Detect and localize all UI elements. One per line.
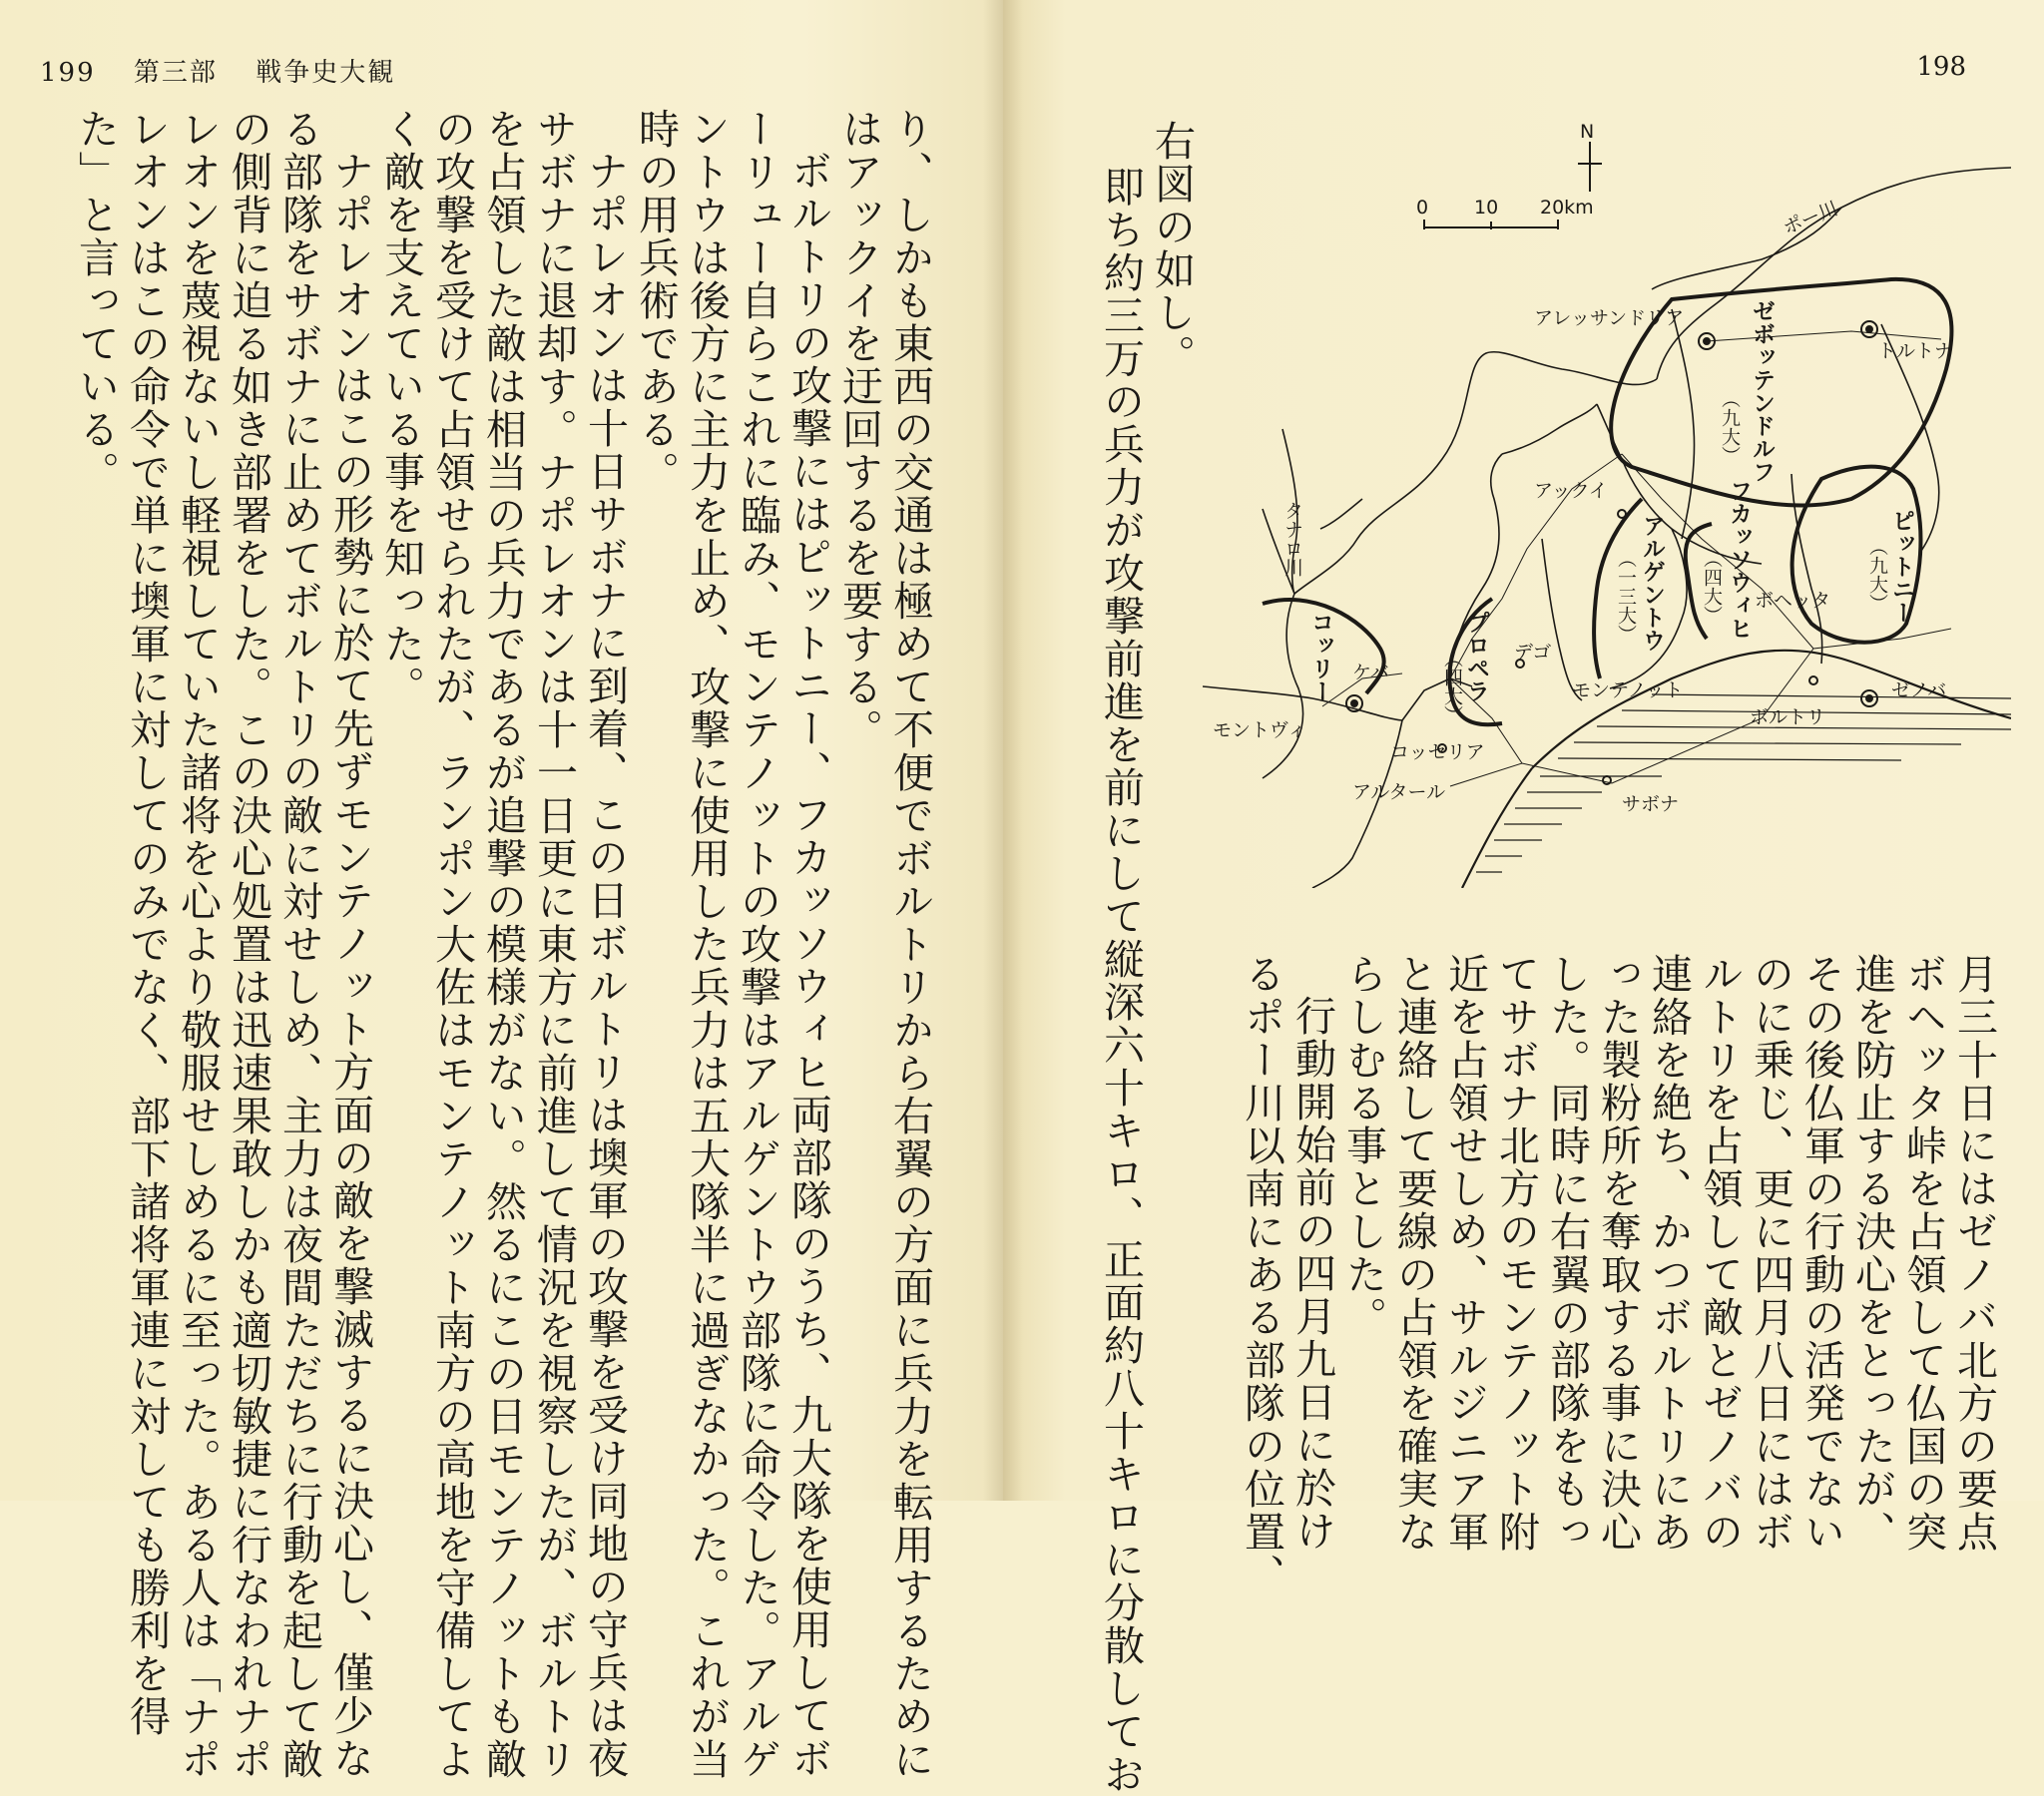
text-line: ントウは後方に主力を止め、攻撃に使用した兵力は五大隊半に過ぎなかった。これが当 [683,108,731,1781]
unit-sebottendorf: ゼボッテンドルフ [1749,299,1775,483]
text-line: を占領した敵は相当の兵力であるが追撃の模様がない。然るにこの日モンテノットも敵 [479,108,527,1781]
text-line: た」と言っている。 [72,108,120,494]
text-line: らしむる事とした。 [1339,953,1387,1339]
unit-sebottendorf-strength: （九大） [1719,389,1741,465]
book-gutter [983,0,1023,1501]
text-line: 即ち約三万の兵力が攻撃前進を前にして縦深六十キロ、正面約八十キロに分散してお [1097,166,1145,1796]
text-line: した。同時に右翼の部隊をもっ [1543,953,1591,1554]
unit-vukassovich-strength: （四大） [1701,549,1723,625]
text-line: ナポレオンはこの形勢に於て先ずモンテノット方面の敵を撃滅するに決心し、僅少な [326,150,374,1780]
unit-provera: プロペラ [1463,611,1489,702]
place-voltri: ボルトリ [1750,706,1826,728]
road-lines [1322,331,1954,786]
unit-provera-strength: （四大） [1441,649,1463,724]
scale-bar [1424,220,1558,229]
campaign-map [1203,120,2011,888]
unit-argenteau: アルゲントウ [1639,514,1665,652]
place-ceva: ケバ [1352,662,1389,683]
text-line: ーリュー自らこれに臨み、モンテノットの攻撃はアルゲントウ部隊に命令した。アルゲ [734,108,781,1781]
text-line: ナポレオンは十日サボナに到着、この日ボルトリは墺軍の攻撃を受け同地の守兵は夜 [581,150,629,1780]
chapter-title: 戦争史大観 [256,58,396,88]
unit-pittoni-strength: （九大） [1866,537,1888,613]
place-bocchetta: ボヘッタ [1755,590,1831,612]
place-savona: サボナ [1622,793,1680,815]
text-line: その後仏軍の行動の活発でない [1797,953,1845,1554]
scale-label-20: 20km [1540,197,1594,219]
map-svg [1203,120,2011,888]
text-line: 連絡を絶ち、かつボルトリにあ [1645,953,1693,1554]
text-line: てサボナ北方のモンテノット附 [1492,953,1540,1554]
place-montenotte: モンテノット [1572,679,1684,701]
scale-label-0: 0 [1416,197,1429,219]
page-number-right: 198 [1916,52,1966,82]
part-label: 第三部 [133,58,218,88]
text-line: った製粉所を奪取する事に決心 [1594,953,1642,1554]
place-alessandria: アレッサンドリア [1534,307,1685,329]
place-mondovi: モントヴィ [1213,719,1306,741]
text-line: の攻撃を受けて占領せられたが、ランポン大佐はモンテノット南方の高地を守備してよ [428,108,476,1781]
text-line: と連絡して要線の占領を確実な [1390,953,1438,1554]
unit-vukassovich: フカッソウィヒ [1726,479,1752,640]
text-line: のに乗じ、更に四月八日にはボ [1747,953,1794,1554]
place-genova: ゼノバ [1891,679,1947,701]
text-line: り、しかも東西の交通は極めて不便でボルトリから右翼の方面に兵力を転用するために [886,108,934,1781]
text-line: る部隊をサボナに止めてボルトリの敵に対せしめ、主力は夜間ただちに行動を起して敵 [275,108,323,1781]
text-line: 行動開始前の四月九日に於け [1288,995,1336,1553]
text-line: レオンを蔑視ないし軽視していた諸将を心より敬服せしめるに至った。ある人は「ナポ [174,108,222,1781]
text-line: 月三十日にはゼノバ北方の要点 [1950,953,1998,1554]
unit-pittoni: ピットニー [1888,509,1914,624]
text-line: ルトリを占領して敵とゼノバの [1696,953,1744,1554]
text-line: 進を防止する決心をとったが、 [1848,953,1896,1554]
unit-boundaries [1263,279,1954,724]
text-line: ボルトリの攻撃にはピットニー、フカッソウィヒ両部隊のうち、九大隊を使用してボ [784,150,832,1780]
unit-argenteau-strength: （一三大） [1615,549,1637,644]
river-label-po: ポー川 [1780,197,1841,239]
place-cosseria: コッセリア [1390,741,1485,763]
text-line: 右図の如し。 [1148,120,1196,377]
page-number-left: 199 [40,58,96,88]
north-label: N [1580,121,1595,143]
text-line: るポー川以南にある部隊の位置、 [1238,953,1285,1596]
river-label-tanaro: タナロ川 [1281,501,1303,577]
text-line: 近を占領せしめ、サルジニア軍 [1441,953,1489,1554]
place-dego: デゴ [1514,642,1552,664]
text-line: レオンはこの命令で単に墺軍に対してのみでなく、部下諸将軍連に対しても勝利を得 [123,108,171,1738]
text-line: ボヘッタ峠を占領して仏国の突 [1899,953,1947,1554]
place-tortona: トルトナ [1877,340,1954,362]
text-line: の側背に迫る如き部署をした。この決心処置は迅速果敢しかも適切敏捷に行なわれナポ [225,108,272,1781]
text-line: く敵を支えている事を知った。 [377,108,425,708]
text-line: 時の用兵術である。 [632,108,680,494]
place-acqui: アックイ [1534,480,1608,502]
scale-label-10: 10 [1474,197,1499,219]
text-line: サボナに退却す。ナポレオンは十一日更に東方に前進して情況を視察したが、ボルトリ [530,108,578,1781]
running-head [40,52,423,89]
place-altare: アルタール [1352,781,1446,803]
unit-colli: コッリー [1307,611,1333,702]
north-arrow-icon [1578,142,1602,192]
text-line: はアックイを迂回するを要する。 [835,108,883,751]
